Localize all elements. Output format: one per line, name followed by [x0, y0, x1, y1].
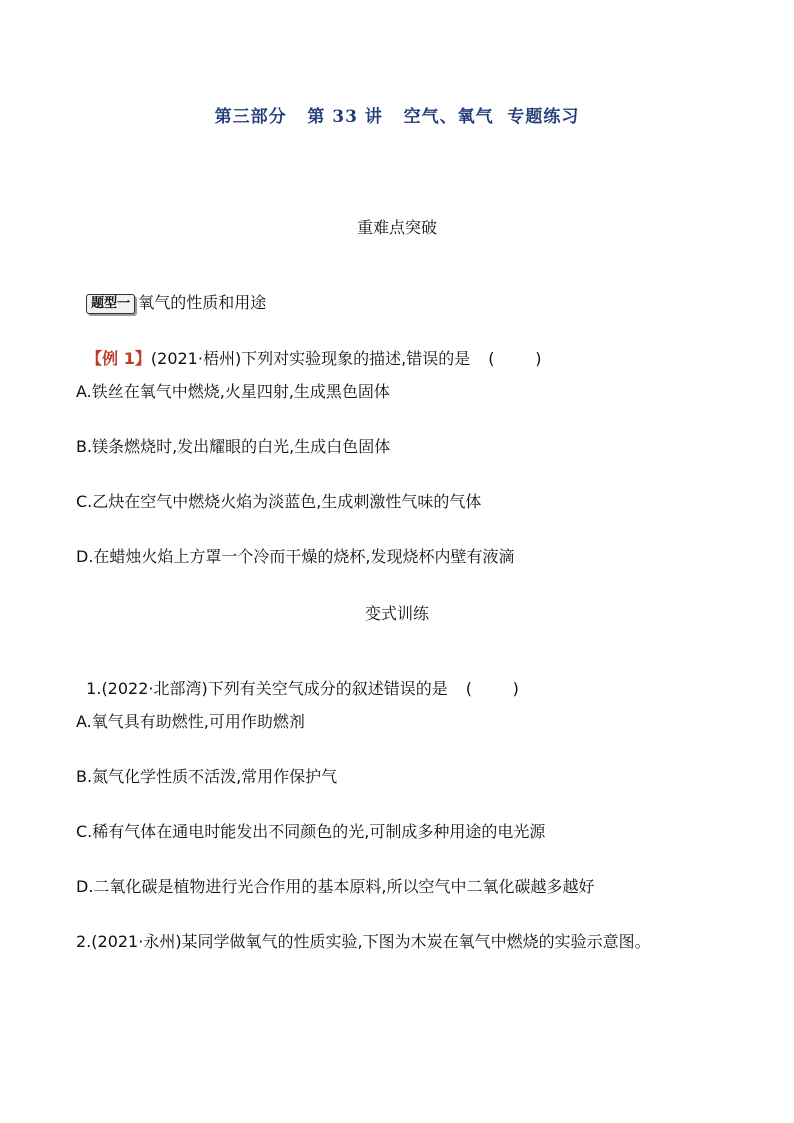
question-2-stem: 2.(2021·永州)某同学做氧气的性质实验,下图为木炭在氧气中燃烧的实验示意图。 [76, 932, 651, 951]
example-1-option-c: C.乙炔在空气中燃烧火焰为淡蓝色,生成刺激性气味的气体 [76, 492, 482, 511]
section-heading-main: 重难点突破 [356, 218, 437, 237]
section-heading-practice: 变式训练 [364, 604, 429, 623]
answer-blank: ( ) [465, 679, 519, 698]
question-1-option-a: A.氧气具有助燃性,可用作助燃剂 [76, 712, 305, 731]
example-1-tag: 【例 1】 [86, 349, 151, 368]
example-1-stem [76, 326, 541, 370]
example-1-text: (2021·梧州)下列对实验现象的描述,错误的是 [150, 349, 471, 368]
question-1-text: 1.(2022·北部湾)下列有关空气成分的叙述错误的是 [86, 679, 448, 698]
question-type-title: 氧气的性质和用途 [138, 293, 267, 312]
example-1-option-b: B.镁条燃烧时,发出耀眼的白光,生成白色固体 [76, 437, 391, 456]
question-1-stem [76, 656, 519, 700]
question-1-option-b: B.氮气化学性质不活泼,常用作保护气 [76, 767, 338, 786]
question-1-option-c: C.稀有气体在通电时能发出不同颜色的光,可制成多种用途的电光源 [76, 822, 546, 841]
question-type-tag: 题型一 [86, 294, 135, 314]
question-1-option-d: D.二氧化碳是植物进行光合作用的基本原料,所以空气中二氧化碳越多越好 [76, 877, 595, 896]
example-1-option-d: D.在蜡烛火焰上方罩一个冷而干燥的烧杯,发现烧杯内壁有液滴 [76, 547, 515, 566]
answer-blank: ( ) [488, 349, 542, 368]
example-1-option-a: A.铁丝在氧气中燃烧,火星四射,生成黑色固体 [76, 382, 390, 401]
page-title: 第三部分 第 33 讲 空气、氧气 专题练习 [214, 107, 580, 127]
question-type-line [76, 270, 266, 314]
